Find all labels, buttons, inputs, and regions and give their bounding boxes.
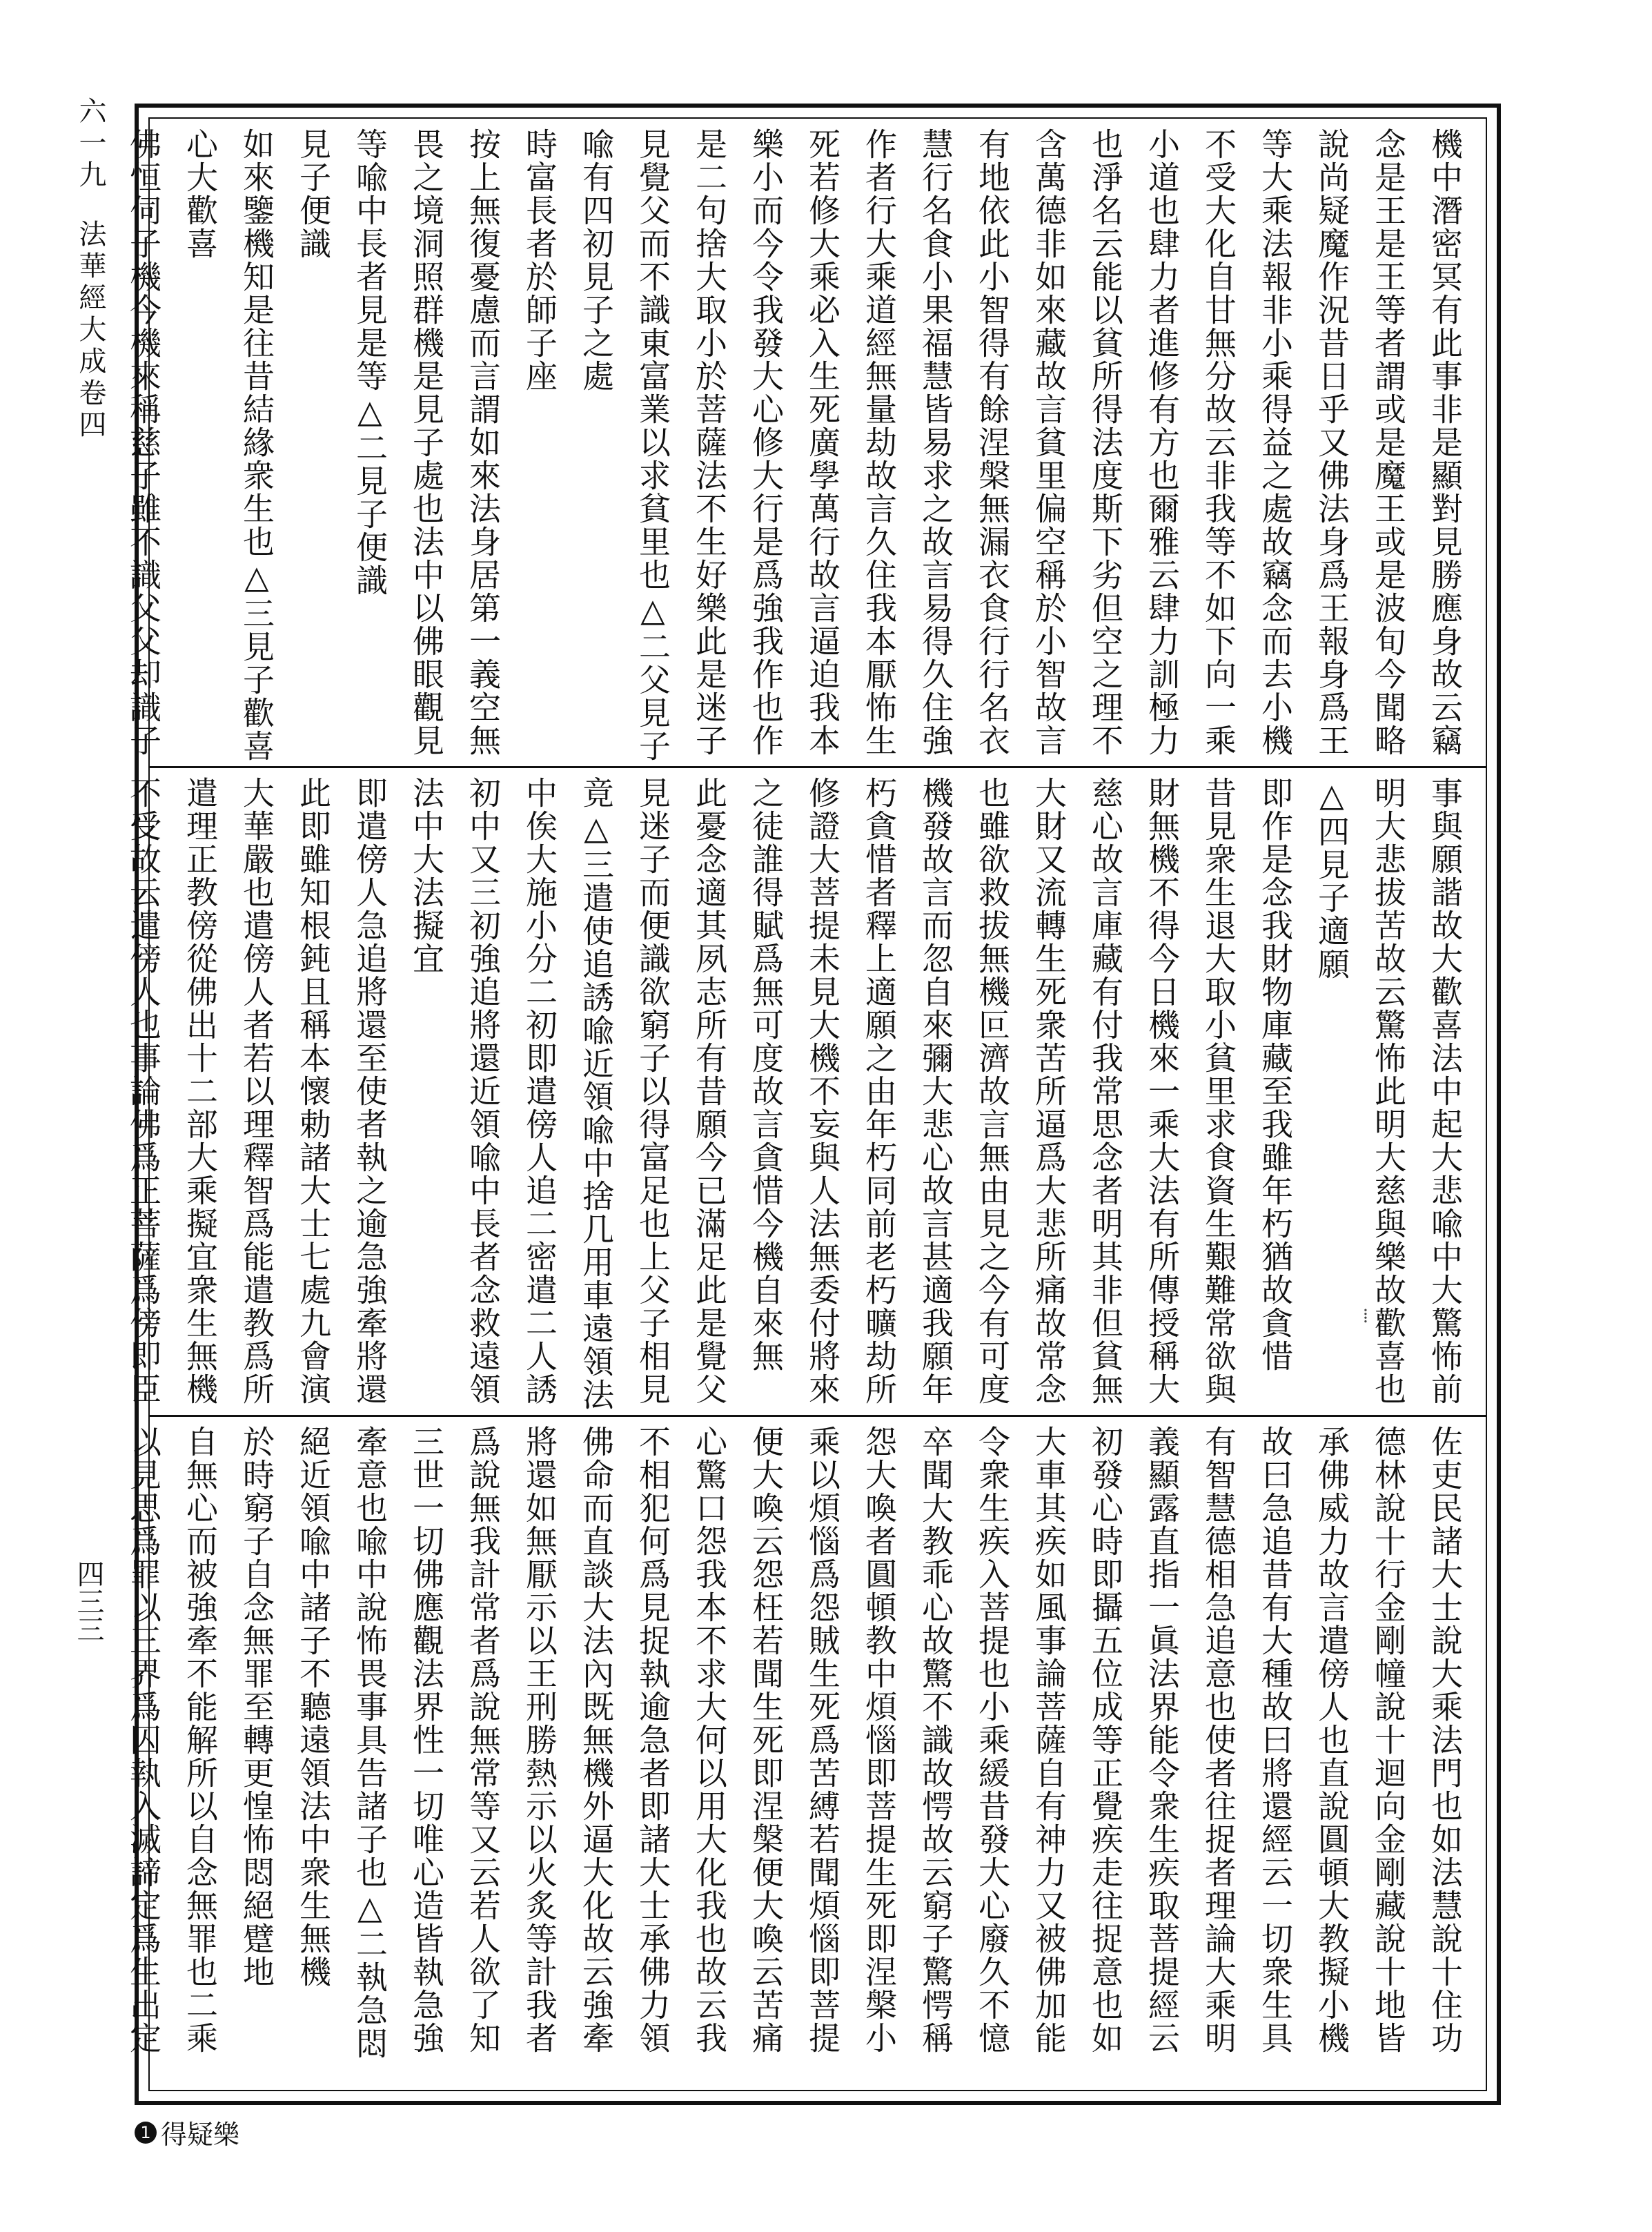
text-column: 念是王是王等者謂或是魔王或是波旬今聞略 xyxy=(1370,128,1407,757)
text-column: 昔見衆生退大取小貧里求食資生艱難常欲與 xyxy=(1200,776,1237,1406)
margin-mark: ⁞ xyxy=(1363,1304,1368,1327)
text-column: △四見子適願 xyxy=(1313,776,1350,981)
text-column: 事與願諧故大歡喜法中起大悲喩中大驚怖前 xyxy=(1426,776,1464,1406)
text-column: 朽貪惜者釋上適願之由年朽同前老朽曠劫所 xyxy=(861,776,898,1406)
footnote-text: 得疑樂 xyxy=(161,2120,240,2150)
text-column: 修證大菩提未見大機不妄與人法無委付將來 xyxy=(804,776,841,1406)
text-column: 財無機不得今日機來一乘大法有所傳授稱大 xyxy=(1143,776,1181,1406)
text-column: 爲說無我計常者爲說無常等又云若人欲了知 xyxy=(464,1425,502,2055)
text-column: 便大喚云怨枉若聞生死即涅槃便大喚云苦痛 xyxy=(747,1425,785,2055)
text-column: 明大悲拔苦故云驚怖此明大慈與樂故歡喜也 xyxy=(1370,776,1407,1406)
text-column: 大車其疾如風事論菩薩自有神力又被佛加能 xyxy=(1030,1425,1068,2055)
text-column: 也淨名云能以貧所得法度斯下劣但空之理不 xyxy=(1087,128,1124,757)
text-column: 佛恒伺子機今機來稱慈子雖不識父父却識子 xyxy=(125,128,162,757)
text-column: 承佛威力故言遣傍人也直說圓頓大教擬小機 xyxy=(1313,1425,1350,2055)
text-column: 有地依此小智得有餘涅槃無漏衣食行行名衣 xyxy=(974,128,1011,757)
text-column: 樂小而今令我發大心修大行是爲強我作也作 xyxy=(747,128,785,757)
page-number: 四三三 xyxy=(72,1560,104,1643)
text-column: 大華嚴也遣傍人者若以理釋智爲能遣教爲所 xyxy=(238,776,275,1406)
panel-divider-2 xyxy=(148,1415,1487,1417)
text-column: 乘以煩惱爲怨賊生死爲苦縛若聞煩惱即菩提 xyxy=(804,1425,841,2055)
text-column: 死若修大乘必入生死廣學萬行故言逼迫我本 xyxy=(804,128,841,757)
text-panel-middle xyxy=(125,776,1473,1411)
text-column: 大財又流轉生死衆苦所逼爲大悲所痛故常念 xyxy=(1030,776,1068,1406)
text-column: 佛命而直談大法內既無機外逼大化故云強牽 xyxy=(578,1425,615,2055)
text-column: 自無心而被強牽不能解所以自念無罪也二乘 xyxy=(181,1425,219,2055)
text-column: 三世一切佛應觀法界性一切唯心造皆執急強 xyxy=(408,1425,445,2055)
text-column: 即遣傍人急追將還至使者執之逾急強牽將還 xyxy=(351,776,389,1406)
text-column: 遣理正教傍從佛出十二部大乘擬宜衆生無機 xyxy=(181,776,219,1406)
running-header xyxy=(69,97,110,594)
text-column: 之徒誰得賦爲無可度故言貪惜今機自來無 xyxy=(747,776,785,1373)
text-column: 中俟大施小分二初即遣傍人追二密遣二人誘 xyxy=(521,776,558,1406)
text-panel-bottom xyxy=(125,1425,1473,2081)
text-column: 心大歡喜 xyxy=(181,128,219,260)
text-column: 以見思爲罪以三界爲囚執入滅諦定爲生出定 xyxy=(125,1425,162,2055)
text-column: 初中又三初強追將還近領喩中長者念救遠領 xyxy=(464,776,502,1406)
text-column: 不受故云遣傍人也事論佛爲正菩薩爲傍即臣 xyxy=(125,776,162,1406)
text-column: 此即雖知根鈍且稱本懷勅諸大士七處九會演 xyxy=(295,776,332,1406)
text-column: 法中大法擬宜 xyxy=(408,776,445,975)
text-panel-top xyxy=(125,128,1473,763)
text-column: 見子便識 xyxy=(295,128,332,260)
text-column: 此憂念適其夙志所有昔願今已滿足此是覺父 xyxy=(691,776,728,1406)
text-column: 機發故言而忽自來彌大悲心故言甚適我願年 xyxy=(917,776,954,1406)
text-column: 於時窮子自念無罪至轉更惶怖悶絕躄地 xyxy=(238,1425,275,1988)
text-column: 是二句捨大取小於菩薩法不生好樂此是迷子 xyxy=(691,128,728,757)
text-column: 見迷子而便識欲窮子以得富足也上父子相見 xyxy=(634,776,671,1406)
footnote-marker-icon: 1 xyxy=(135,2122,157,2144)
text-column: 不相犯何爲見捉執逾急者即諸大士承佛力領 xyxy=(634,1425,671,2055)
text-column: 也雖欲救拔無機叵濟故言無由見之今有可度 xyxy=(974,776,1011,1406)
text-column: 牽意也喩中說怖畏事具告諸子也△二執急悶 xyxy=(351,1425,389,2060)
text-column: 機中潛密冥有此事非是顯對見勝應身故云竊 xyxy=(1426,128,1464,757)
text-column: 佐吏民諸大士說大乘法門也如法慧說十住功 xyxy=(1426,1425,1464,2055)
text-column: 說尚疑魔作況昔日乎又佛法身爲王報身爲王 xyxy=(1313,128,1350,757)
book-title: 法華經大成卷四 xyxy=(75,219,106,442)
text-column: 有智慧德相急追意也使者往捉者理論大乘明 xyxy=(1200,1425,1237,2055)
text-column: 畏之境洞照群機是見子處也法中以佛眼觀見 xyxy=(408,128,445,757)
text-column: 即作是念我財物庫藏至我雖年朽猶故貪惜 xyxy=(1257,776,1294,1373)
text-column: 慈心故言庫藏有付我常思念者明其非但貧無 xyxy=(1087,776,1124,1406)
text-column: 德林說十行金剛幢說十迴向金剛藏說十地皆 xyxy=(1370,1425,1407,2055)
text-column: 小道也肆力者進修有方也爾雅云肆力訓極力 xyxy=(1143,128,1181,757)
text-column: 按上無復憂慮而言謂如來法身居第一義空無 xyxy=(464,128,502,757)
text-column: 見覺父而不識東富業以求貧里也△二父見子 xyxy=(634,128,671,763)
panel-divider-1 xyxy=(148,766,1487,768)
text-column: 絕近領喩中諸子不聽遠領法中衆生無機 xyxy=(295,1425,332,1988)
text-column: 心驚口怨我本不求大何以用大化我也故云我 xyxy=(691,1425,728,2055)
text-column: 將還如無厭示以王刑勝熱示以火炙等計我者 xyxy=(521,1425,558,2055)
text-column: 義顯露直指一眞法界能令衆生疾取菩提經云 xyxy=(1143,1425,1181,2055)
text-column: 等喩中長者見是等△二見子便識 xyxy=(351,128,389,597)
text-column: 不受大化自甘無分故云非我等不如下向一乘 xyxy=(1200,128,1237,757)
text-column: 如來鑒機知是往昔結緣衆生也△三見子歡喜 xyxy=(238,128,275,763)
text-column: 竟△三遣使追誘喩近領喩中捨几用車遠領法 xyxy=(578,776,615,1411)
footnote xyxy=(135,2113,239,2151)
text-column: 含萬德非如來藏故言貧里偏空稱於小智故言 xyxy=(1030,128,1068,757)
text-column: 卒聞大教乖心故驚不識故愕故云窮子驚愕稱 xyxy=(917,1425,954,2055)
text-column: 初發心時即攝五位成等正覺疾走往捉意也如 xyxy=(1087,1425,1124,2055)
text-column: 故曰急追昔有大種故曰將還經云一切衆生具 xyxy=(1257,1425,1294,2055)
text-column: 怨大喚者圓頓教中煩惱即菩提生死即涅槃小 xyxy=(861,1425,898,2055)
text-column: 令衆生疾入菩提也小乘緩昔發大心廢久不憶 xyxy=(974,1425,1011,2055)
volume-number: 六一九 xyxy=(75,97,106,192)
text-column: 時富長者於師子座 xyxy=(521,128,558,393)
text-column: 慧行名食小果福慧皆易求之故言易得久住強 xyxy=(917,128,954,757)
text-column: 作者行大乘道經無量劫故言久住我本厭怖生 xyxy=(861,128,898,757)
text-column: 等大乘法報非小乘得益之處故竊念而去小機 xyxy=(1257,128,1294,757)
text-column: 喩有四初見子之處 xyxy=(578,128,615,393)
